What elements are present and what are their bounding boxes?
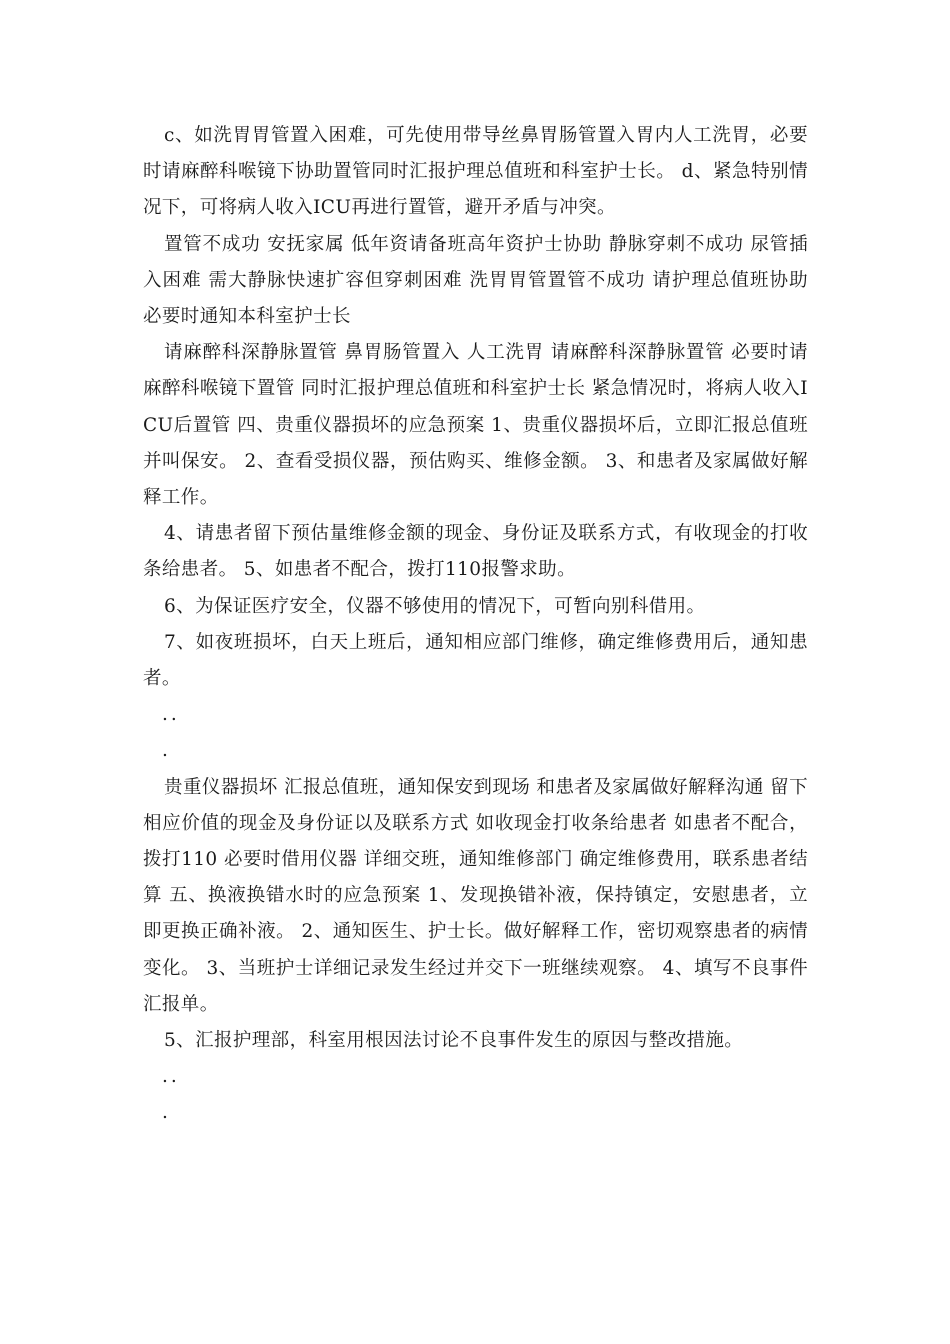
paragraph-night-shift-repair: 7、如夜班损坏，白天上班后，通知相应部门维修，确定维修费用后，通知患者。: [143, 631, 808, 690]
paragraph-root-cause-report: 5、汇报护理部，科室用根因法讨论不良事件发生的原因与整改措施。: [164, 1030, 744, 1052]
separator-dot: .: [162, 740, 171, 762]
paragraph-flow-equipment-and-wrong-infusion: 贵重仪器损坏 汇报总值班，通知保安到现场 和患者及家属做好解释沟通 留下相应价值的现金及身份证以及联系方式 如收现金打收条给患者 如患者不配合，拨打110 必要时借用仪器 详细交班，通知维修部门 确定维修费用，联系患者结算 五、换液换错水时的应急预案 1、发现换错补液，保持镇定，安慰患者，立即更换正确补液。 2、通知医生、护士长。做好解释工作，密切观察患者的病情变化。 3、当班护士详细记录发生经过并交下一班继续观察。 4、填写不良事件汇报单。: [143, 776, 808, 1015]
paragraph-flow-intubation-failure: 置管不成功 安抚家属 低年资请备班高年资护士协助 静脉穿刺不成功 尿管插入困难 需大静脉快速扩容但穿刺困难 洗胃胃管置管不成功 请护理总值班协助 必要时通知本科室护士长: [143, 233, 808, 328]
paragraph-borrow-equipment: 6、为保证医疗安全，仪器不够使用的情况下，可暂向别科借用。: [164, 595, 706, 617]
paragraph-deposit-and-police: 4、请患者留下预估量维修金额的现金、身份证及联系方式，有收现金的打收条给患者。 5、如患者不配合，拨打110报警求助。: [143, 523, 808, 581]
separator-dot: .: [162, 1102, 171, 1124]
paragraph-gastric-tube: c、如洗胃胃管置入困难，可先使用带导丝鼻胃肠管置入胃内人工洗胃，必要时请麻醉科喉镜下协助置管同时汇报护理总值班和科室护士长。 d、紧急特别情况下，可将病人收入ICU再进行置管，避开矛盾与冲突。: [143, 125, 808, 219]
paragraph-flow-anesthesia-and-equipment-plan: 请麻醉科深静脉置管 鼻胃肠管置入 人工洗胃 请麻醉科深静脉置管 必要时请麻醉科喉镜下置管 同时汇报护理总值班和科室护士长 紧急情况时，将病人收入ICU后置管 四、贵重仪器损坏的应急预案 1、贵重仪器损坏后，立即汇报总值班并叫保安。 2、查看受损仪器，预估购买、维修金额。 3、和患者及家属做好解释工作。: [143, 342, 808, 509]
separator-dots: ..: [162, 704, 180, 726]
separator-dots: ..: [162, 1066, 180, 1088]
document-body: [143, 118, 808, 1132]
